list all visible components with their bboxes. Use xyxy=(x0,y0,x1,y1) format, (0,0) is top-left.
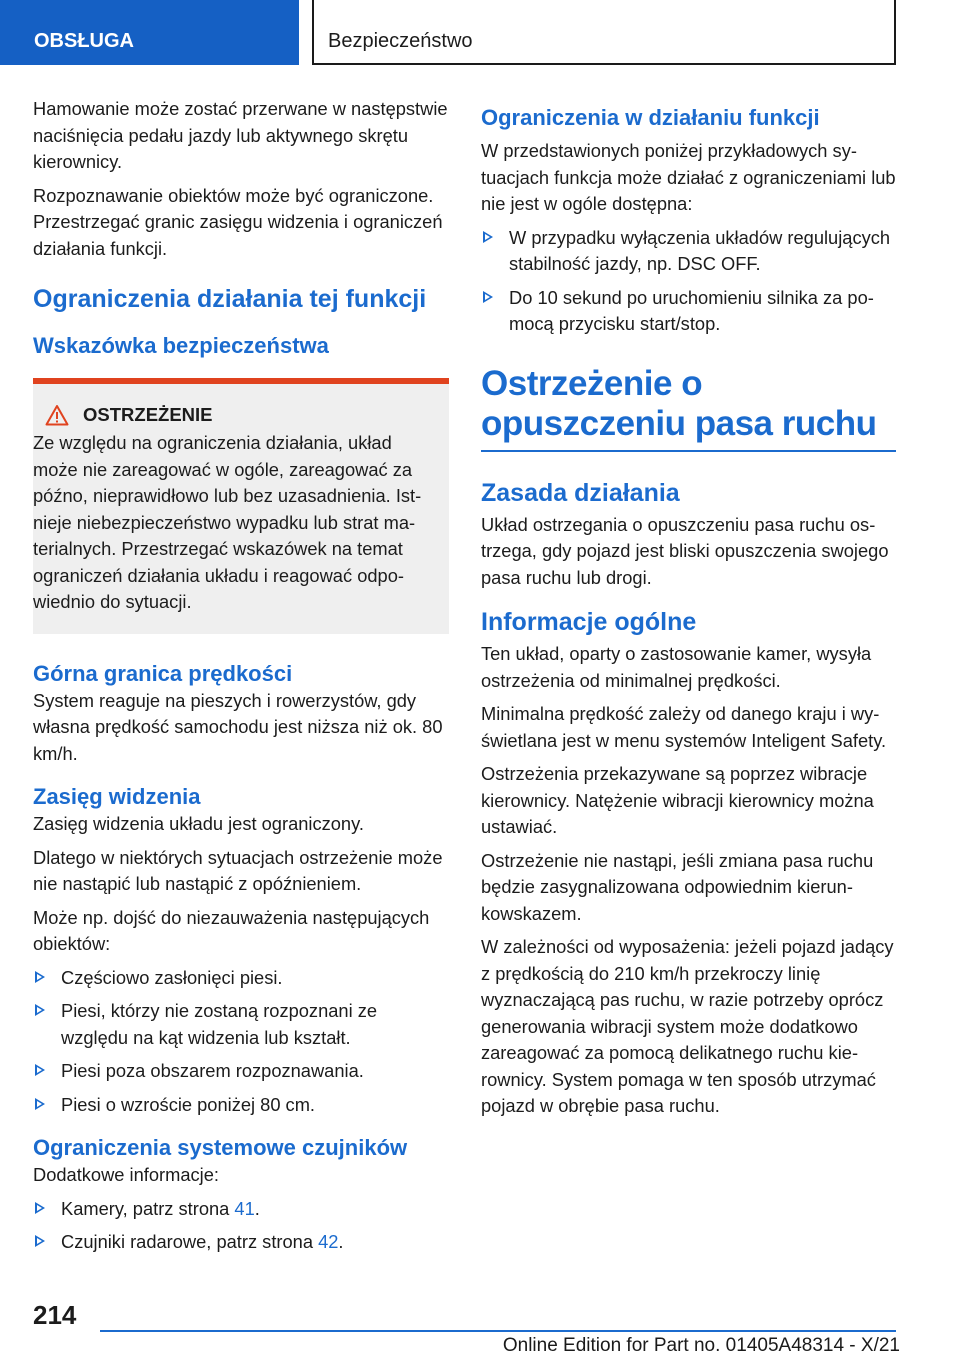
list-item: Piesi poza obszarem rozpoznawania. xyxy=(33,1058,449,1085)
heading-range: Zasięg widzenia xyxy=(33,784,201,809)
list-item: W przypadku wyłączenia układów regulujących stabilność jazdy, np. DSC OFF. xyxy=(481,225,896,278)
paragraph: System reaguje na pieszych i rowerzystów, gdy własna prędkość samochodu jest niższa niż ok. 80 km/h. xyxy=(33,689,443,764)
edition-note: Online Edition for Part no. 01405A48314 - X/21 xyxy=(502,1335,900,1356)
range-list xyxy=(33,965,449,1119)
sensor-list xyxy=(33,1196,449,1256)
paragraph: Układ ostrzegania o opuszczeniu pasa ruchu ostrzega, gdy pojazd jest bliski opuszczenia swojego pasa ruchu lub drogi. xyxy=(481,513,889,588)
bullet-arrow-icon xyxy=(35,1098,45,1110)
list-item: Czujniki radarowe, patrz strona 42. xyxy=(33,1229,449,1256)
paragraph: Rozpoznawanie obiektów może być ograniczone. Przestrzegać granic zasięgu widzenia i ograniczeń działania funkcji. xyxy=(33,184,443,259)
paragraph: Zasięg widzenia układu jest ograniczony. xyxy=(33,813,364,834)
list-item: Kamery, patrz strona 41. xyxy=(33,1196,449,1223)
bullet-arrow-icon xyxy=(35,1235,45,1247)
heading-function-limits: Ograniczenia w działaniu funkcji xyxy=(481,105,820,130)
heading-general-info: Informacje ogólne xyxy=(481,608,697,636)
paragraph: W zależności od wyposażenia: jeżeli pojazd jadący z prędkością do 210 km/h przekroczy linię wyznaczającą pas ruchu, w razie potrzeby oprócz generowania wibracji system może dodatkowo zareagować za pomocą delikatnego ruchu kierownicy. System pomaga w ten sposób utrzymać pojazd w obrębie pasa ruchu. xyxy=(481,936,894,1116)
list-item: Do 10 sekund po uruchomieniu silnika za pomocą przycisku start/stop. xyxy=(481,285,896,338)
warning-text: Ze względu na ograniczenia działania, układ może nie zareagować w ogóle, zareagować za późno, nieprawidłowo lub bez uzasadnienia. Istnieje niebezpieczeństwo wypadku lub strat materialnych. Przestrzegać wskazówek na temat ograniczeń działania układu i reagować odpowiednio do sytuacji. xyxy=(33,432,422,612)
bullet-arrow-icon xyxy=(35,1064,45,1076)
bullet-arrow-icon xyxy=(483,231,493,243)
bullet-arrow-icon xyxy=(35,1202,45,1214)
paragraph: W przedstawionych poniżej przykładowych sytuacjach funkcja może działać z ograniczeniami lub nie jest w ogóle dostępna: xyxy=(481,140,896,214)
left-column xyxy=(33,96,449,1263)
heading-lane-departure-warning: Ostrzeżenie o opuszczeniu pasa ruchu xyxy=(481,363,877,443)
list-item: Piesi, którzy nie zostaną rozpoznani ze względu na kąt widzenia lub kształt. xyxy=(33,998,449,1051)
paragraph: Hamowanie może zostać przerwane w następstwie naciśnięcia pedału jazdy lub aktywnego skrętu kierownicy. xyxy=(33,98,448,172)
warning-box xyxy=(33,378,449,634)
paragraph: Dodatkowe informacje: xyxy=(33,1164,219,1185)
function-limits-list xyxy=(481,225,896,338)
section-title: Bezpieczeństwo xyxy=(312,0,896,65)
bullet-arrow-icon xyxy=(483,291,493,303)
warning-header xyxy=(33,402,435,428)
bullet-arrow-icon xyxy=(35,1004,45,1016)
paragraph: Może np. dojść do niezauważenia następujących obiektów: xyxy=(33,906,430,954)
paragraph: Ten układ, oparty o zastosowanie kamer, wysyła ostrzeżenia od minimalnej prędkości. xyxy=(481,643,872,691)
warning-triangle-icon xyxy=(45,404,69,426)
heading-sensor-limits: Ograniczenia systemowe czujników xyxy=(33,1135,408,1160)
heading-safety-note: Wskazówka bezpieczeństwa xyxy=(33,333,329,358)
list-item: Częściowo zasłonięci piesi. xyxy=(33,965,449,992)
page-link-cameras[interactable]: 41 xyxy=(234,1197,255,1219)
footer-rule xyxy=(100,1330,896,1332)
paragraph: Ostrzeżenia przekazywane są poprzez wibracje kierownicy. Natężenie wibracji kierownicy można ustawiać. xyxy=(481,763,874,837)
heading-limits: Ograniczenia działania tej funkcji xyxy=(33,285,427,313)
right-column xyxy=(481,96,896,1127)
page-link-radar[interactable]: 42 xyxy=(318,1231,339,1252)
heading-rule xyxy=(481,450,896,452)
section-tab[interactable]: OBSŁUGA xyxy=(0,0,299,65)
paragraph: Ostrzeżenie nie nastąpi, jeśli zmiana pasa ruchu będzie zasygnalizowana odpowiednim kierunkowskazem. xyxy=(481,849,874,924)
paragraph: Minimalna prędkość zależy od danego kraju i wyświetlana jest w menu systemów Inteligent Safety. xyxy=(481,703,887,751)
heading-principle: Zasada działania xyxy=(481,478,680,507)
warning-title: OSTRZEŻENIE xyxy=(83,404,213,425)
page-number: 214 xyxy=(33,1300,77,1330)
paragraph: Dlatego w niektórych sytuacjach ostrzeżenie może nie nastąpić lub nastąpić z opóźnieniem. xyxy=(33,846,443,894)
list-item: Piesi o wzroście poniżej 80 cm. xyxy=(33,1092,449,1119)
heading-speed-limit: Górna granica prędkości xyxy=(33,660,293,686)
bullet-arrow-icon xyxy=(35,971,45,983)
